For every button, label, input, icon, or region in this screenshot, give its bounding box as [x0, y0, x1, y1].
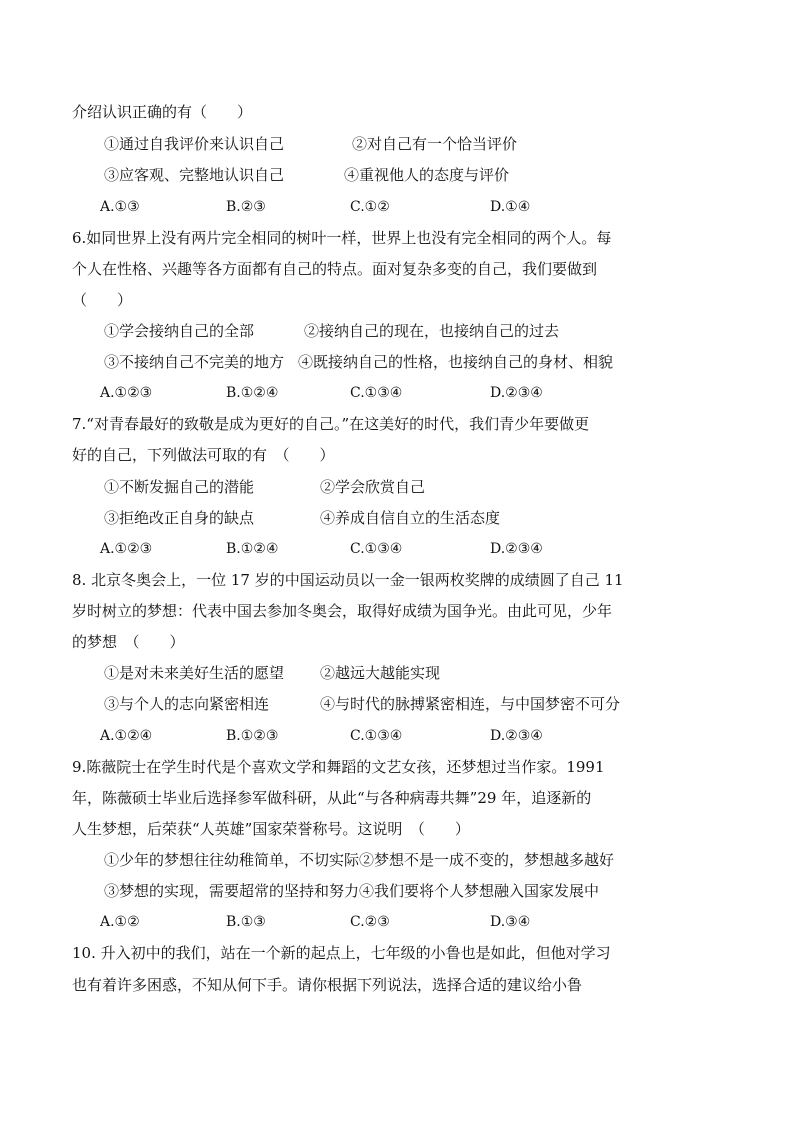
q7-answer-c: C.①③④ [350, 541, 403, 557]
question-9-line-1: 9.陈薇院士在学生时代是个喜欢文学和舞蹈的文艺女孩，还梦想过当作家。1991 [72, 758, 605, 776]
q7-option-4: ④养成自信自立的生活态度 [320, 509, 501, 527]
question-9-line-3: 人生梦想，后荣获“人英雄”国家荣誉称号。这说明 （ ） [72, 820, 470, 838]
q6-answer-b: B.①②④ [226, 385, 279, 401]
question-10-line-2: 也有着许多困惑，不知从何下手。请你根据下列说法，选择合适的建议给小鲁 [72, 976, 583, 994]
q6-option-4: ④既接纳自己的性格，也接纳自己的身材、相貌 [298, 353, 614, 371]
q8-option-4: ④与时代的脉搏紧密相连，与中国梦密不可分 [320, 695, 621, 713]
q7-option-1: ①不断发掘自己的潜能 [104, 478, 255, 496]
answer-b: B.②③ [226, 199, 266, 215]
q9-answer-b: B.①③ [226, 914, 266, 930]
question-7-line-1: 7.“对青春最好的致敬是成为更好的自己。”在这美好的时代，我们青少年要做更 [72, 415, 590, 433]
option-3: ③应客观、完整地认识自己 [104, 166, 285, 184]
question-8-line-3: 的梦想 （ ） [72, 633, 185, 651]
q9-answer-d: D.③④ [490, 914, 531, 930]
q6-answer-a: A.①②③ [100, 385, 153, 401]
option-1: ①通过自我评价来认识自己 [104, 135, 285, 153]
option-2: ②对自己有一个恰当评价 [352, 135, 518, 153]
q8-option-3: ③与个人的志向紧密相连 [104, 695, 270, 713]
question-text: 介绍认识正确的有（ ） [72, 103, 253, 121]
q6-answer-c: C.①③④ [350, 385, 403, 401]
q8-option-2: ②越远大越能实现 [320, 664, 441, 682]
answer-a: A.①③ [100, 199, 140, 215]
q8-option-1: ①是对未来美好生活的愿望 [104, 664, 285, 682]
q8-answer-a: A.①②④ [100, 728, 153, 744]
q9-option-row-1: ①少年的梦想往往幼稚简单，不切实际②梦想不是一成不变的，梦想越多越好 [104, 851, 615, 869]
question-6-line-1: 6.如同世界上没有两片完全相同的树叶一样，世界上也没有完全相同的两个人。每 [72, 229, 612, 247]
question-8-line-1: 8. 北京冬奥会上，一位 17 岁的中国运动员以一金一银两枚奖牌的成绩圆了自己 11 [72, 571, 624, 589]
question-10-line-1: 10. 升入初中的我们，站在一个新的起点上，七年级的小鲁也是如此，但他对学习 [72, 944, 611, 962]
q7-answer-d: D.②③④ [490, 541, 543, 557]
answer-c: C.①② [350, 199, 390, 215]
question-7-line-2: 好的自己，下列做法可取的有 （ ） [72, 446, 335, 464]
q6-option-1: ①学会接纳自己的全部 [104, 322, 255, 340]
answer-d: D.①④ [490, 199, 531, 215]
q6-option-3: ③不接纳自己不完美的地方 [104, 353, 285, 371]
q8-answer-c: C.①③④ [350, 728, 403, 744]
q7-answer-b: B.①②④ [226, 541, 279, 557]
q7-option-2: ②学会欣赏自己 [320, 478, 426, 496]
q7-option-3: ③拒绝改正自身的缺点 [104, 509, 255, 527]
question-6-line-3: （ ） [72, 291, 133, 309]
q6-answer-d: D.②③④ [490, 385, 543, 401]
q6-option-2: ②接纳自己的现在，也接纳自己的过去 [304, 322, 560, 340]
option-4: ④重视他人的态度与评价 [344, 166, 510, 184]
question-8-line-2: 岁时树立的梦想：代表中国去参加冬奥会，取得好成绩为国争光。由此可见，少年 [72, 602, 613, 620]
q9-answer-c: C.②③ [350, 914, 390, 930]
q7-answer-a: A.①②③ [100, 541, 153, 557]
q8-answer-b: B.①②③ [226, 728, 279, 744]
question-9-line-2: 年，陈薇硕士毕业后选择参军做科研，从此“与各种病毒共舞”29 年，追逐新的 [72, 789, 592, 807]
q9-answer-a: A.①② [100, 914, 140, 930]
question-6-line-2: 个人在性格、兴趣等各方面都有自己的特点。面对复杂多变的自己，我们要做到 [72, 260, 598, 278]
q9-option-row-2: ③梦想的实现，需要超常的坚持和努力④我们要将个人梦想融入国家发展中 [104, 882, 600, 900]
q8-answer-d: D.②③④ [490, 728, 543, 744]
